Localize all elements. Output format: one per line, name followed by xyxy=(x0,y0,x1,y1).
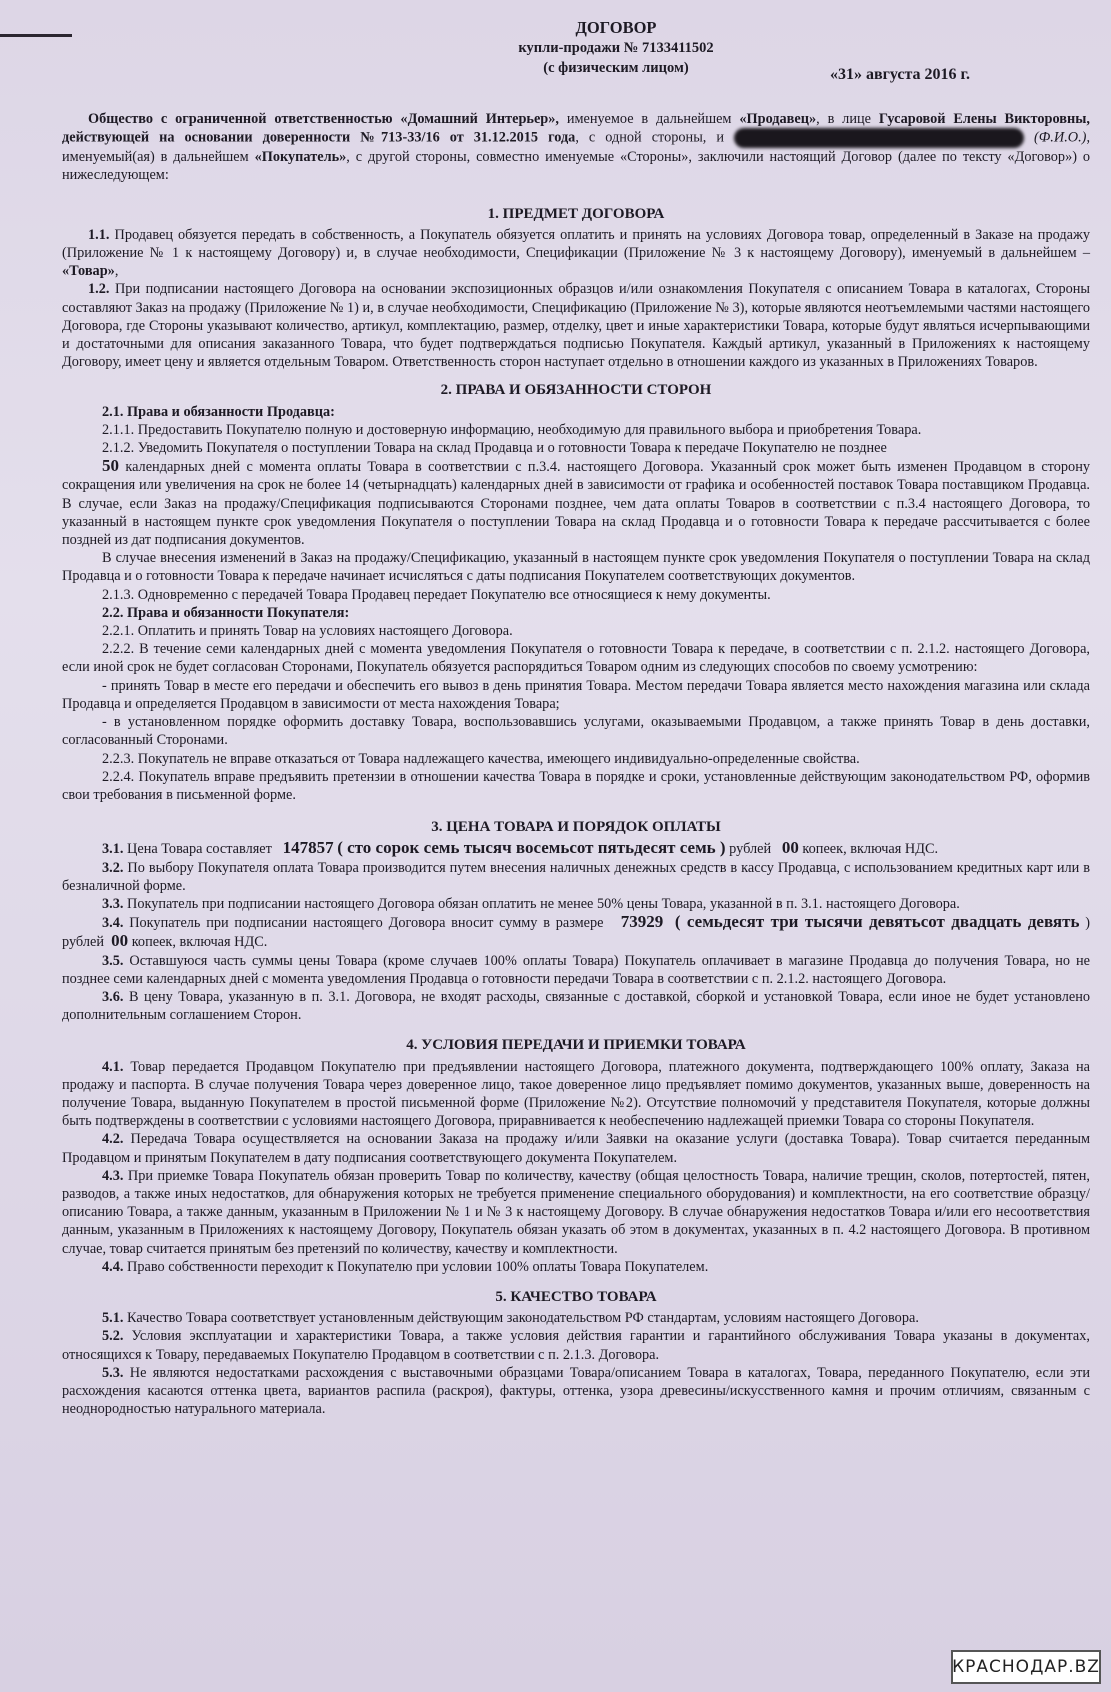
clause-number: 4.3. xyxy=(102,1167,124,1184)
intro-text: , с одной стороны, и xyxy=(575,129,735,146)
clause-text: Качество Товара соответствует установленным действующим законодательством РФ стандартам, условиям настоящего Договора. xyxy=(123,1310,919,1327)
clause-text: При подписании настоящего Договора на основании экспозиционных образцов и/или ознакомления Покупателя с описанием Товара в каталогах, Стороны составляют Заказ на продажу (Приложение № 1) и, в случае необходимости, Спецификацию (Приложение № 3), которые являются неотъемлемыми частями настоящего Договора, где Стороны указывают количество, артикул, комплектацию, размер, отделку, цвет и иные характеристики Товара, которые будут являться исчерпывающими и достаточными для описания заказанного Товара, что будет подтверждаться подписью Покупателя. Каждый артикул, указанный в Приложениях к настоящему Договору, имеет цену и является отдельным Товаром. Ответственность сторон наступает отдельно в отношении каждого из указанных в Приложениях Товаров. xyxy=(62,281,1090,371)
doc-subtitle: купли-продажи № 7133411502 xyxy=(518,40,714,56)
advance-value: 73929 xyxy=(620,912,664,932)
intro-paragraph xyxy=(62,110,1090,185)
section-5-title: 5. КАЧЕСТВО ТОВАРА xyxy=(495,1288,657,1305)
clause-4-4 xyxy=(62,1258,1090,1276)
clause-number: 5.3. xyxy=(102,1364,124,1381)
clause-number: 3.4. xyxy=(102,915,124,932)
doc-subtitle-2: (с физическим лицом) xyxy=(543,60,689,76)
clause-3-6 xyxy=(62,988,1090,1024)
clause-2-1-2-cont xyxy=(62,457,1090,549)
clause-number: 1.1. xyxy=(88,226,110,243)
site-watermark xyxy=(951,1650,1101,1684)
clause-text: В цену Товара, указанную в п. 3.1. Договора, не входят расходы, связанные с доставкой, сборкой и установкой Товара, если иное не будет установлено дополнительным соглашением Сторон. xyxy=(62,988,1090,1024)
clause-number: 4.4. xyxy=(102,1258,124,1275)
clause-text: Оставшуюся часть суммы цены Товара (кроме случаев 100% оплаты Товара) Покупатель оплачивает в магазине Продавца до получения Товара, но не позднее семи календарных дней с момента уведомления Продавца о готовности передачи Товара в соответствии с п. 2.1.2. настоящего Договора. xyxy=(62,952,1090,987)
clause-5-1 xyxy=(62,1309,1090,1327)
clause-text: Передача Товара осуществляется на основании Заказа на продажу и/или Заявки на оказание услуги (доставка Товара). Товар считается переданным Продавцом и принятым Покупателем в дату подписания соответствующего документа Покупателем. xyxy=(62,1131,1090,1166)
clause-2-2-1: 2.2.1. Оплатить и принять Товар на условиях настоящего Договора. xyxy=(102,623,513,640)
clause-text: По выбору Покупателя оплата Товара производится путем внесения наличных денежных средств в кассу Продавца, с использованием кредитных карт или в безналичной форме. xyxy=(62,859,1090,894)
clause-2-2-2-option-a: - принять Товар в месте его передачи и обеспечить его вывоз в день принятия Товара. Местом передачи Товара является место нахождения магазина или склада Продавца и определяется Продавцом в зависимости от места нахождения Товара; xyxy=(62,677,1090,712)
clause-4-3 xyxy=(62,1167,1090,1258)
clause-text: Цена Товара составляет xyxy=(123,841,272,858)
doc-date: «31» августа 2016 г. xyxy=(829,66,970,83)
clause-text: Покупатель при подписании настоящего Договора вносит сумму в размере xyxy=(123,915,604,932)
clause-2-1-2-changes: В случае внесения изменений в Заказ на продажу/Спецификацию, указанный в настоящем пункте срок уведомления Покупателя о поступлении Товара на склад Продавца и о готовности Товара к передаче начинает исчисляться с даты подписания Покупателем соответствующих документов. xyxy=(62,550,1090,585)
intro-text: , именуемый(ая) в дальнейшем xyxy=(62,129,1091,166)
clause-4-2 xyxy=(62,1130,1090,1166)
clause-text: Товар передается Продавцом Покупателю при предъявлении настоящего Договора, платежного документа, подтверждающего 100% оплату, Заказа на продажу и паспорта. В случае получения Товара через доверенное лицо, такое доверенное лицо предъявляет помимо документов, указанных выше, доверенность на получение Товара, выданную Покупателем в простой письменной форме (Приложение №2). Отсутствие полномочий у представителя Покупателя, которые должны быть подтверждены в соответствии с условиями настоящего Договора, приравнивается к необеспечению надлежащей приемки Товара со стороны Покупателя. xyxy=(62,1058,1090,1130)
seller-name: Общество с ограниченной ответственностью «Домашний Интерьер», xyxy=(88,111,559,127)
doc-title: ДОГОВОР xyxy=(575,18,657,37)
clause-3-1 xyxy=(62,839,1090,858)
clause-text: При приемке Товара Покупатель обязан проверить Товар по количеству, качеству (общая целостность Товара, наличие трещин, сколов, потертостей, пятен, разводов, а также иных недостатков, для обнаружения которых не требуется применение специального оборудования) и комплектности, на его соответствие образцу/описанию Товара, а также данным, указанным в Приложении № 1 и № 3 к настоящему Договору. В случае обнаружения недостатков Товара и/или его несоответствия данным, указанным в Приложениях к настоящему Договору, Покупатель обязан указать об этом в документах, указанных в п. 4.2 настоящего Договора. В противном случае, товар считается принятым без претензий по количеству, качеству и комплектности. xyxy=(62,1167,1090,1257)
representative: Гусаровой Елены Викторовны, действующей на основании доверенности №713-33/16 от 31.12.2015 года xyxy=(62,111,1090,146)
intro-text: , в лице xyxy=(816,111,879,127)
clause-2-1-1: 2.1.1. Предоставить Покупателю полную и достоверную информацию, необходимую для правильного выбора и приобретения Товара. xyxy=(102,421,922,438)
clause-text: копеек, включая НДС. xyxy=(798,841,939,858)
heading-2-2: 2.2. Права и обязанности Покупателя: xyxy=(102,604,350,621)
clause-number: 5.2. xyxy=(102,1328,124,1345)
clause-2-1-2: 2.1.2. Уведомить Покупателя о поступлении Товара на склад Продавца и о готовности Товара к передаче Покупателю не позднее xyxy=(102,440,887,457)
seller-label: «Продавец» xyxy=(739,111,817,127)
clause-2-2-4: 2.2.4. Покупатель вправе предъявить претензии в отношении качества Товара в порядке и сроки, установленные действующим законодательством РФ, оформив свои требования в письменной форме. xyxy=(62,768,1090,803)
clause-text: рублей xyxy=(725,841,772,858)
fio-label: (Ф.И.О.) xyxy=(1034,129,1087,146)
clause-number: 4.2. xyxy=(102,1131,124,1148)
price-value: 147857 xyxy=(282,838,334,858)
notice-days: 50 xyxy=(102,456,119,476)
clause-2-1-3: 2.1.3. Одновременно с передачей Товара Продавец передает Покупателю все относящиеся к нему документы. xyxy=(102,586,771,603)
section-3-title: 3. ЦЕНА ТОВАРА И ПОРЯДОК ОПЛАТЫ xyxy=(431,819,721,836)
clause-2-2-2-option-b: - в установленном порядке оформить доставку Товара, воспользовавшись услугами, оказываемыми Продавцом, а также принять Товар в день доставки, согласованный Сторонами. xyxy=(62,714,1090,749)
clause-number: 3.1. xyxy=(102,841,124,858)
section-1-title: 1. ПРЕДМЕТ ДОГОВОРА xyxy=(487,205,665,222)
clause-3-5 xyxy=(62,952,1090,988)
section-4-title: 4. УСЛОВИЯ ПЕРЕДАЧИ И ПРИЕМКИ ТОВАРА xyxy=(406,1037,746,1054)
clause-number: 3.5. xyxy=(102,952,124,969)
clause-number: 3.3. xyxy=(102,895,124,912)
clause-number: 3.2. xyxy=(102,859,124,876)
advance-words: ( семьдесят три тысячи девятьсот двадцать девять xyxy=(674,912,1080,932)
clause-1-2 xyxy=(62,280,1090,371)
clause-3-2 xyxy=(62,859,1090,895)
clause-text: Право собственности переходит к Покупателю при условии 100% оплаты Товара Покупателем. xyxy=(123,1258,709,1275)
contract-body xyxy=(62,18,1090,1418)
intro-text: именуемое в дальнейшем xyxy=(558,111,740,127)
clause-text: Не являются недостатками расхождения с выставочными образцами Товара/описанием Товара в каталогах, Товара, переданного Покупателю, если эти расхождения касаются оттенка цвета, вариантов распила (раскроя), фактуры, оттенка, узора древесины/искусственного камня и прочим отличиям, связанным с неоднородностью натурального материала. xyxy=(62,1364,1090,1418)
goods-label: «Товар» xyxy=(62,263,115,280)
clause-text: Условия эксплуатации и характеристики Товара, а также условия действия гарантии и гарантийного обслуживания Товара указаны в документах, относящихся к Товару, передаваемых Покупателю Продавцом в соответствии с п. 2.1.3. Договора. xyxy=(62,1328,1090,1363)
clause-text: ) рублей xyxy=(62,915,1090,951)
clause-3-3 xyxy=(62,895,1090,913)
kopeks-value: 00 xyxy=(781,838,799,858)
clause-1-1 xyxy=(62,226,1090,281)
clause-text: , xyxy=(114,263,119,280)
clause-4-1 xyxy=(62,1058,1090,1131)
heading-2-1: 2.1. Права и обязанности Продавца: xyxy=(102,403,335,420)
clause-2-2-2: 2.2.2. В течение семи календарных дней с момента уведомления Покупателя о готовности Товара к передаче, в соответствии с п. 2.1.2. настоящего Договора, если иной срок не будет согласован Сторонами, Покупатель обязуется распорядиться Товаром одним из следующих способов по своему усмотрению: xyxy=(62,641,1090,676)
clause-3-4 xyxy=(62,913,1090,951)
redacted-buyer-name xyxy=(734,128,1024,148)
clause-5-3 xyxy=(62,1364,1090,1419)
clause-number: 4.1. xyxy=(102,1058,124,1075)
clause-number: 1.2. xyxy=(88,281,110,298)
clause-text: Покупатель при подписании настоящего Договора обязан оплатить не менее 50% цены Товара, указанной в п. 3.1. настоящего Договора. xyxy=(123,895,960,912)
clause-number: 3.6. xyxy=(102,988,124,1005)
clause-text: календарных дней с момента оплаты Товара в соответствии с п.3.4. настоящего Договора. Указанный срок может быть изменен Продавцом в сторону сокращения или увеличения на срок не более 14 (четырнадцать) календарных дней в зависимости от графика и особенностей поставок Товара поставщиком Продавца. В случае, если Заказ на продажу/Спецификация подписываются Сторонами позднее, чем дата оплаты Товаров в соответствии с п.3.4 настоящего Договора, то указанный в настоящем пункте срок уведомления Покупателя о поступлении Товара на склад Продавца и о готовности Товара к передаче рассчитывается с более поздней из дат подписания документов. xyxy=(62,459,1090,549)
clause-text: Продавец обязуется передать в собственность, а Покупатель обязуется оплатить и принять на условиях Договора товар, определенный в Заказе на продажу (Приложение № 1 к настоящему Договору) и, в случае необходимости, Спецификации (Приложение № 3 к настоящему Договору), именуемый в дальнейшем – xyxy=(62,226,1090,262)
intro-text: , с другой стороны, совместно именуемые «Стороны», заключили настоящий Договор (далее по тексту «Договор») о нижеследующем: xyxy=(62,149,1091,184)
clause-text: копеек, включая НДС. xyxy=(128,934,268,951)
clause-number: 5.1. xyxy=(102,1310,124,1327)
clause-5-2 xyxy=(62,1327,1090,1363)
kopeks-value: 00 xyxy=(111,931,129,951)
buyer-label: «Покупатель» xyxy=(254,149,347,166)
clause-2-2-3: 2.2.3. Покупатель не вправе отказаться от Товара надлежащего качества, имеющего индивидуально-определенные свойства. xyxy=(102,750,860,767)
watermark-text: КРАСНОДАР.BZ xyxy=(952,1657,1100,1677)
section-2-title: 2. ПРАВА И ОБЯЗАННОСТИ СТОРОН xyxy=(440,382,712,399)
price-words: ( сто сорок семь тысяч восемьсот пятьдесят семь ) xyxy=(337,838,726,858)
